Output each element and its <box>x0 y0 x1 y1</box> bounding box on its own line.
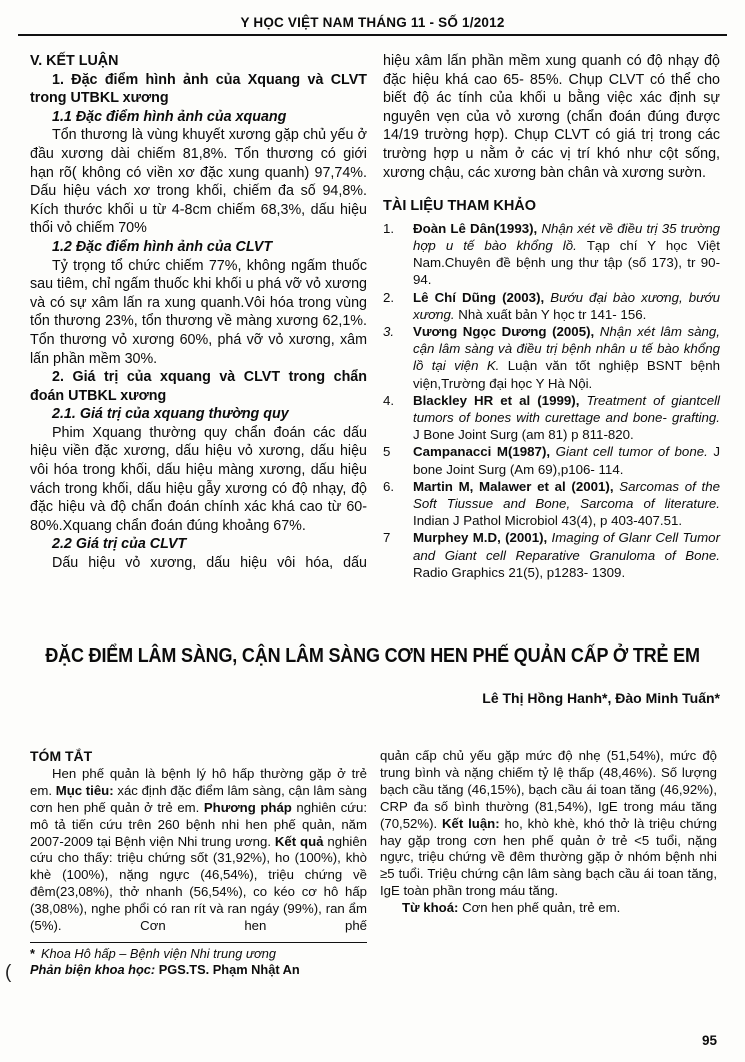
footnote-affiliation: * Khoa Hô hấp – Bệnh viện Nhi trung ương <box>30 945 276 961</box>
article1-left-column <box>30 52 367 581</box>
conclusion-heading: V. KẾT LUẬN <box>30 53 119 69</box>
article2-abstract-section <box>0 706 745 979</box>
footnote-reviewer: Phản biện khoa học: PGS.TS. Phạm Nhật An <box>30 962 300 978</box>
footnote-rule <box>30 942 367 943</box>
reference-number: 4. <box>383 392 395 408</box>
reference-text: Murphey M.D, (2001), Imaging of Glanr Cell Tumor and Giant cell Reparative Granuloma of Bone. Radio Graphics 21(5), p1283- 1309. <box>413 530 720 580</box>
page-number: 95 <box>701 1033 717 1048</box>
reference-text: Martin M, Malawer et al (2001), Sarcomas of the Soft Tiussue and Bone, Sarcoma of literature. Indian J Pathol Microbiol 43(4), p 403-407.51. <box>413 478 720 529</box>
abstract-heading: TÓM TẮT <box>30 748 93 765</box>
heading-2-1: 2.1. Giá trị của xquang thường quy <box>52 406 289 423</box>
reference-item <box>383 529 720 581</box>
footnote-asterisk: * <box>30 945 35 961</box>
reference-number: 7 <box>383 530 391 546</box>
reference-text: Vương Ngọc Dương (2005), Nhận xét lâm sàng, cận lâm sàng và điều trị bệnh nhân u tế bào khổng lồ tại viện K. Luận văn tốt nghiệp BSNT bệnh viện,Trường đại học Y Hà Nội. <box>413 323 720 391</box>
abstract-left-column <box>30 748 367 979</box>
abstract-right-column <box>380 748 717 979</box>
reference-number: 1. <box>383 220 395 236</box>
footnote <box>30 946 367 979</box>
paragraph-2-2-continued: hiệu xâm lấn phần mềm xung quanh có độ nhạy độ đặc hiệu khá cao 65- 85%. Chụp CLVT có thể cho biết độ ác tính của khối u bằng việc xác định sự nguyên vẹn của vỏ xương (chẩn đoán đúng được 14/19 trường hợp). Chụp CLVT có giá trị trong các trường hợp u nằm ở các vị trí khó như cột sống, xương chậu, các xương bàn chân và xương sườn. <box>383 53 720 181</box>
reference-item <box>383 220 720 289</box>
article1-section <box>0 36 745 581</box>
journal-header: Y HỌC VIỆT NAM THÁNG 11 - SỐ 1/2012 <box>240 15 505 30</box>
heading-2: 2. Giá trị của xquang và CLVT trong chẩn đoán UTBKL xương <box>30 369 367 404</box>
heading-1-2: 1.2 Đặc điểm hình ảnh của CLVT <box>52 238 273 255</box>
article2-title: ĐẶC ĐIỂM LÂM SÀNG, CẬN LÂM SÀNG CƠN HEN PHẾ QUẢN CẤP Ở TRẺ EM <box>45 645 700 668</box>
paragraph-2-1: Phim Xquang thường quy chẩn đoán các dấu hiệu viền đặc xương, dấu hiệu vỏ xương, dấu hiệu vôi hóa trong khối, dấu hiệu màng xương, dấu hiệu vách trong khối, dấu hiệu gẫy xương có độ nhạy, độ đặc hiệu và độ chẩn đoán chính xác khá cao từ 60-80%.Xquang chẩn đoán đúng khoảng 67%. <box>30 424 367 534</box>
reference-item <box>383 392 720 444</box>
reference-number: 5 <box>383 444 391 460</box>
keywords-label: Từ khoá: <box>402 900 463 916</box>
reference-item <box>383 323 720 392</box>
heading-2-2: 2.2 Giá trị của CLVT <box>52 536 187 553</box>
heading-1-1: 1.1 Đặc điểm hình ảnh của xquang <box>52 108 287 125</box>
paragraph-2-2-start: Dấu hiệu vỏ xương, dấu hiệu vôi hóa, dấu <box>52 555 367 572</box>
reference-text: Đoàn Lê Dân(1993), Nhận xét về điều trị 35 trường hợp u tế bào khổng lồ. Tạp chí Y học Việt Nam.Chuyên đề bệnh ung thư tập (số 173), tr 90-94. <box>413 220 720 288</box>
abstract-paragraph-right: quản cấp chủ yếu gặp mức độ nhẹ (51,54%), mức độ trung bình và nặng chiếm tỷ lệ thấp (48,46%). Số lượng bạch cầu tăng (46,15%), bạch cầu ái toan tăng (46,92%), CRP đa số bình thường (81,54%), IgE trong máu tăng (70,52%). Kết luận: ho, khò khè, khó thở là triệu chứng hay gặp trong cơn hen phế quản ở trẻ <5 tuổi, nặng ngực, triệu chứng về đêm thường gặp ở nhóm bệnh nhi ≥5 tuổi. Triệu chứng cận lâm sàng bạch cầu ái toan tăng, IgE toàn phần trong máu tăng. <box>380 748 718 899</box>
reference-text: Blackley HR et al (1999), Treatment of giantcell tumors of bones with curettage and bone- grafting. J Bone Joint Surg (am 81) p 811-820. <box>413 392 721 443</box>
references-heading: TÀI LIỆU THAM KHẢO <box>383 198 537 215</box>
reference-text: Campanacci M(1987), Giant cell tumor of bone. J bone Joint Surg (Am 69),p106- 114. <box>413 444 720 477</box>
keywords-line <box>380 900 717 917</box>
article2-authors: Lê Thị Hồng Hanh*, Đào Minh Tuấn* <box>482 690 720 707</box>
paragraph-1-2: Tỷ trọng tổ chức chiếm 77%, không ngấm thuốc sau tiêm, chỉ ngấm thuốc khi khối u phá vỡ vỏ xương và có sự xâm lấn ra xung quanh.Vôi hóa trong vùng tổn thương 23%, tổn thương về màng xương 62,1%. Tổn thương vỏ xương 60%, phá vỡ vỏ xương, xâm lấn phần mềm 30%. <box>30 257 367 367</box>
reference-number: 6. <box>383 478 395 494</box>
reference-item <box>383 443 720 477</box>
heading-1: 1. Đặc điểm hình ảnh của Xquang và CLVT trong UTBKL xương <box>30 71 367 107</box>
keywords-text: Cơn hen phế quản, trẻ em. <box>462 900 621 916</box>
reference-item <box>383 289 720 323</box>
reference-number: 3. <box>383 323 395 339</box>
reference-number: 2. <box>383 289 395 305</box>
article1-right-column <box>383 52 720 581</box>
paragraph-1-1: Tổn thương là vùng khuyết xương gặp chủ yếu ở đầu xương dài chiếm 81,8%. Tổn thương có giới hạn rõ( không có viền xơ đặc xung quanh) 97,74%. Dấu hiệu vách xơ trong khối, chiếm đa số 94,8%. Kích thước khối u từ 4-8cm chiếm 68,3%, dấu hiệu thổi vỏ chiếm 70% <box>30 127 367 237</box>
scan-artifact-mark: ( <box>5 962 12 983</box>
reference-text: Lê Chí Dũng (2003), Bướu đại bào xương, bướu xương. Nhà xuất bản Y học tr 141- 156. <box>413 289 720 322</box>
reference-item <box>383 478 720 530</box>
abstract-paragraph-left: Hen phế quản là bệnh lý hô hấp thường gặp ở trẻ em. Mục tiêu: xác định đặc điểm lâm sàng, cận lâm sàng cơn hen phế quản ở trẻ em. Phương pháp nghiên cứu: mô tả tiến cứu trên 260 bệnh nhi hen phế quản, năm 2007-2009 tại Bệnh viện Nhi trung ương. Kết quả nghiên cứu cho thấy: triệu chứng sốt (31,92%), ho (100%), khò khè (100%), nặng ngực (46,54%), triệu chứng về đêm(23,08%), thở nhanh (56,54%), co kéo cơ hô hấp (38,08%), nghe phổi có ran rít và ran ngáy (99%), ran ẩm (5%). Cơn hen phế <box>30 765 367 934</box>
